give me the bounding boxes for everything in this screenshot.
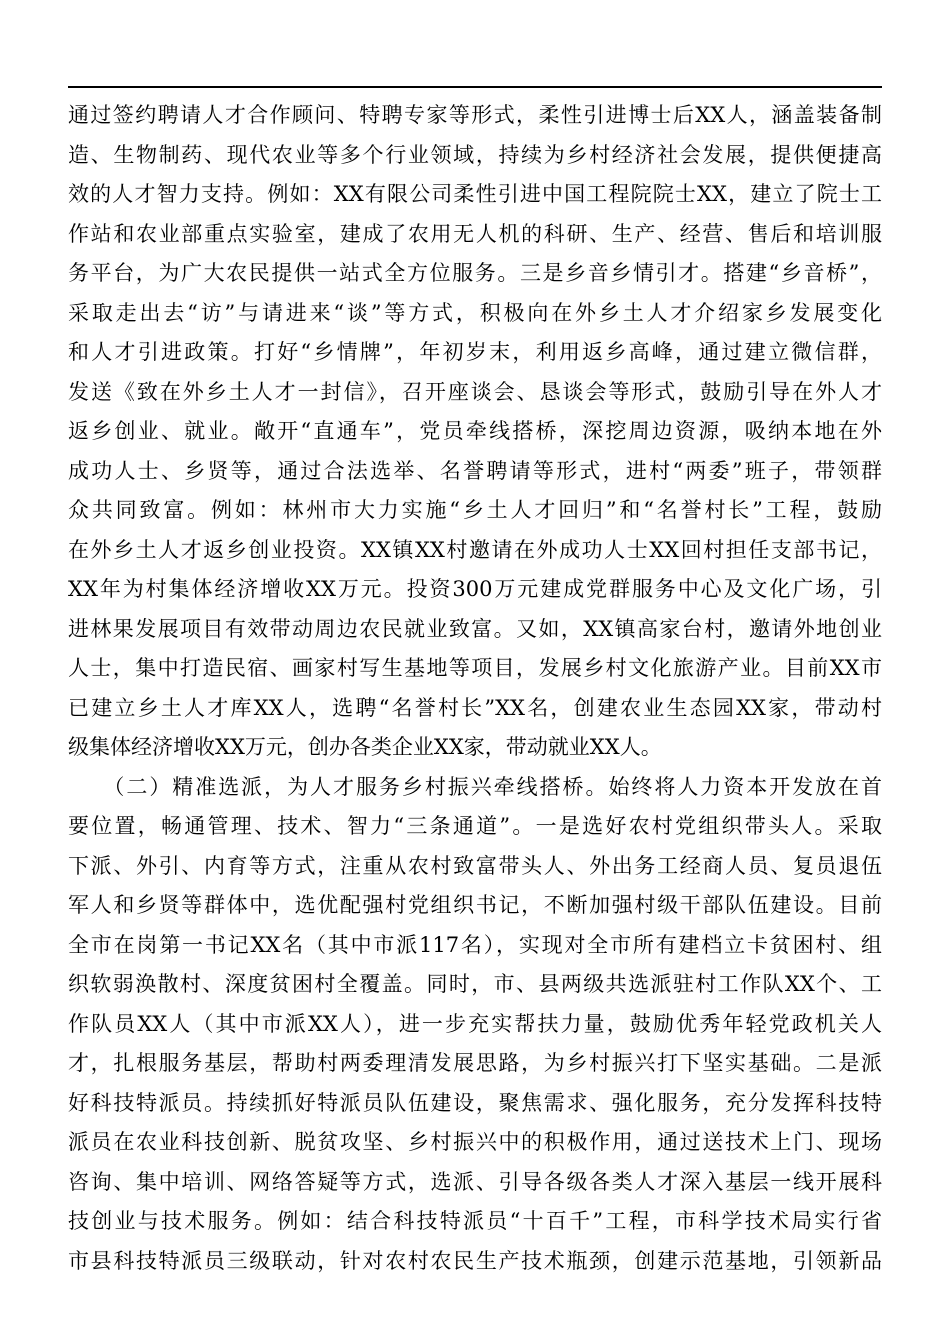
text-line: 咨询、集中培训、网络答疑等方式，选派、引导各级各类人才深入基层一线开展科 xyxy=(68,1169,882,1194)
text-line: 返乡创业、就业。敞开“直通车”，党员牵线搭桥，深挖周边资源，吸纳本地在外 xyxy=(68,419,882,443)
text-line: 和人才引进政策。打好“乡情牌”，年初岁末，利用返乡高峰，通过建立微信群， xyxy=(68,340,882,364)
text-line: 军人和乡贤等群体中，选优配强村党组织书记，不断加强村级干部队伍建设。目前 xyxy=(68,893,882,917)
text-line: 已建立乡土人才库XX人，选聘“名誉村长”XX名，创建农业生态园XX家，带动村 xyxy=(68,695,882,720)
text-line: 效的人才智力支持。例如：XX有限公司柔性引进中国工程院院士XX，建立了院士工 xyxy=(68,182,882,206)
header-rule xyxy=(68,86,882,88)
text-line: 好科技特派员。持续抓好特派员队伍建设，聚焦需求、强化服务，充分发挥科技特 xyxy=(68,1090,882,1115)
text-line: 发送《致在外乡土人才一封信》，召开座谈会、恳谈会等形式，鼓励引导在外人才 xyxy=(68,379,882,404)
text-line: （二）精准选派，为人才服务乡村振兴牵线搭桥。始终将人力资本开发放在首 xyxy=(68,774,882,799)
text-line: 要位置，畅通管理、技术、智力“三条通道”。一是选好农村党组织带头人。采取 xyxy=(68,814,882,838)
text-line: XX年为村集体经济增收XX万元。投资300万元建成党群服务中心及文化广场，引 xyxy=(68,577,882,601)
text-line: 在外乡土人才返乡创业投资。XX镇XX村邀请在外成功人士XX回村担任支部书记， xyxy=(68,537,882,562)
text-line: 进林果发展项目有效带动周边农民就业致富。又如，XX镇高家台村，邀请外地创业 xyxy=(68,616,882,641)
text-line: 成功人士、乡贤等，通过合法选举、名誉聘请等形式，进村“两委”班子，带领群 xyxy=(68,458,882,483)
text-line: 造、生物制药、现代农业等多个行业领域，持续为乡村经济社会发展，提供便捷高 xyxy=(68,142,882,167)
text-line: 务平台，为广大农民提供一站式全方位服务。三是乡音乡情引才。搭建“乡音桥”， xyxy=(68,261,882,285)
text-line: 派员在农业科技创新、脱贫攻坚、乡村振兴中的积极作用，通过送技术上门、现场 xyxy=(68,1130,882,1154)
text-line: 全市在岗第一书记XX名（其中市派117名），实现对全市所有建档立卡贫困村、组 xyxy=(68,932,882,957)
text-line: 采取走出去“访”与请进来“谈”等方式，积极向在外乡土人才介绍家乡发展变化 xyxy=(68,300,882,325)
body-text xyxy=(68,96,882,1281)
text-line: 作站和农业部重点实验室，建成了农用无人机的科研、生产、经营、售后和培训服 xyxy=(68,221,882,246)
text-line: 下派、外引、内育等方式，注重从农村致富带头人、外出务工经商人员、复员退伍 xyxy=(68,853,882,878)
text-line: 级集体经济增收XX万元，创办各类企业XX家，带动就业XX人。 xyxy=(68,735,662,759)
text-line: 人士，集中打造民宿、画家村写生基地等项目，发展乡村文化旅游产业。目前XX市 xyxy=(68,656,882,680)
text-line: 众共同致富。例如：林州市大力实施“乡土人才回归”和“名誉村长”工程，鼓励 xyxy=(68,498,882,522)
text-line: 市县科技特派员三级联动，针对农村农民生产技术瓶颈，创建示范基地，引领新品 xyxy=(68,1248,882,1273)
text-line: 通过签约聘请人才合作顾问、特聘专家等形式，柔性引进博士后XX人，涵盖装备制 xyxy=(68,103,882,127)
text-line: 才，扎根服务基层，帮助村两委理清发展思路，为乡村振兴打下坚实基础。二是派 xyxy=(68,1051,882,1075)
text-line: 技创业与技术服务。例如：结合科技特派员“十百千”工程，市科学技术局实行省 xyxy=(68,1209,882,1233)
text-line: 织软弱涣散村、深度贫困村全覆盖。同时，市、县两级共选派驻村工作队XX个、工 xyxy=(68,972,882,996)
text-line: 作队员XX人（其中市派XX人），进一步充实帮扶力量，鼓励优秀年轻党政机关人 xyxy=(68,1011,882,1036)
